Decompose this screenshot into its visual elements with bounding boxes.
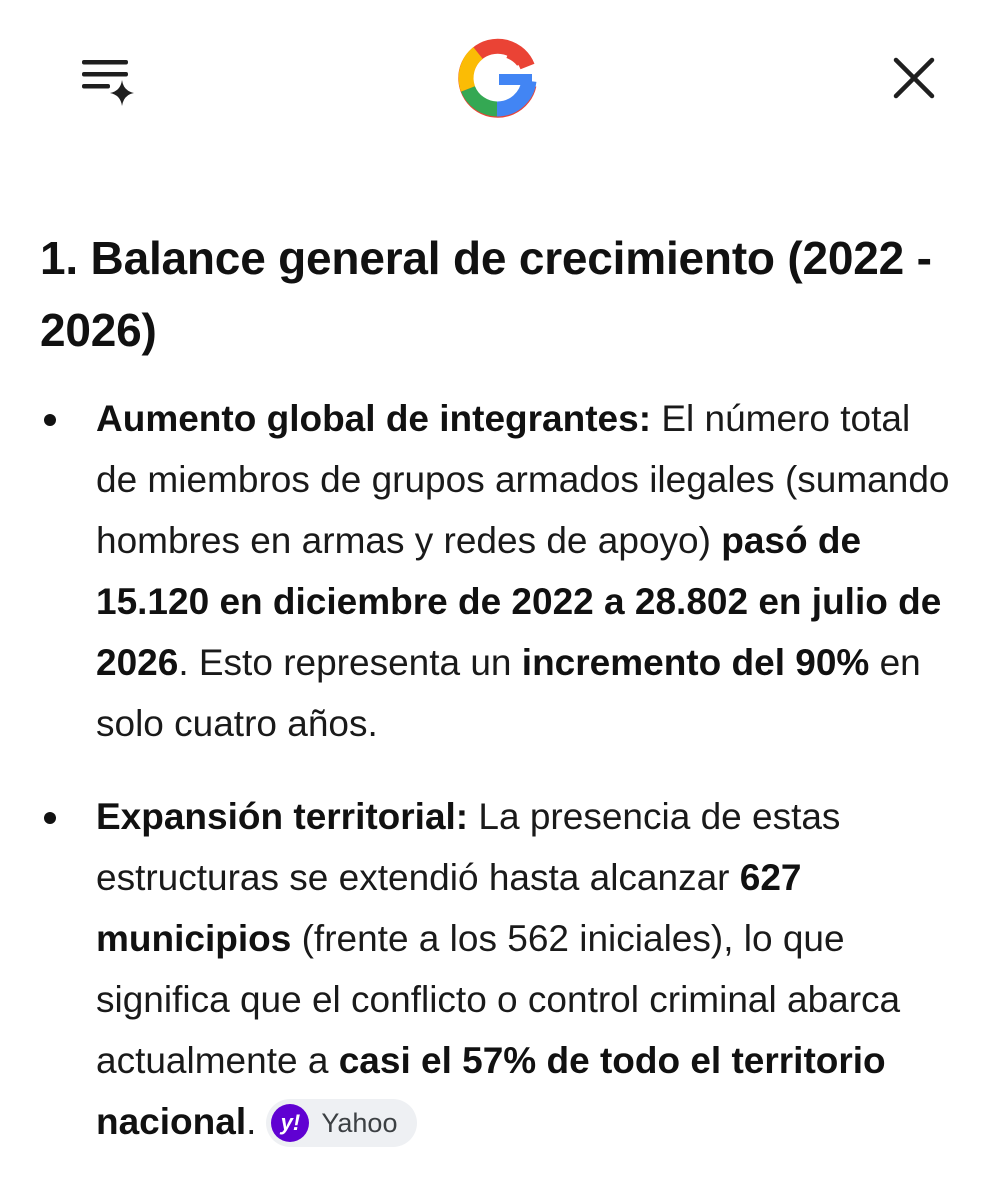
bullet-text: El número total de miembros de grupos armados ilegales (sumando hombres en armas y redes de apoyo) <box>96 398 950 561</box>
list-sparkle-icon[interactable] <box>80 56 138 108</box>
bullet-text: La presencia de estas estructuras se extendió hasta alcanzar <box>96 796 841 898</box>
source-chip-yahoo[interactable] <box>266 1099 417 1147</box>
bullet-highlight: 627 municipios <box>96 857 802 959</box>
bullet-highlight: incremento del 90% <box>521 642 870 683</box>
bullet-text: (frente a los 562 iniciales), lo que significa que el conflicto o control criminal abarca actualmente a <box>96 918 901 1081</box>
bullet-lead: Expansión territorial: <box>96 796 469 837</box>
bullet-lead: Aumento global de integrantes: <box>96 398 652 439</box>
bullet-dot-icon <box>44 812 56 824</box>
section-heading: 1. Balance general de crecimiento (2022 - 2026) <box>40 232 932 356</box>
source-label: Yahoo <box>321 1108 398 1138</box>
overview-content <box>40 222 956 1184</box>
bullet-text: en solo cuatro años. <box>96 642 921 744</box>
bullet-dot-icon <box>44 414 56 426</box>
list-item <box>40 388 956 754</box>
bullet-text: . Esto representa un <box>178 642 522 683</box>
close-icon[interactable] <box>888 52 940 104</box>
bullet-text: . <box>246 1101 257 1142</box>
list-item <box>40 786 956 1152</box>
top-bar <box>0 0 996 160</box>
bullet-list <box>40 388 956 1152</box>
google-g-icon <box>456 36 538 118</box>
bullet-highlight: pasó de 15.120 en diciembre de 2022 a 28.802 en julio de 2026 <box>96 520 942 683</box>
yahoo-logo-icon: y! <box>271 1104 309 1142</box>
bullet-highlight: casi el 57% de todo el territorio nacional <box>96 1040 886 1142</box>
